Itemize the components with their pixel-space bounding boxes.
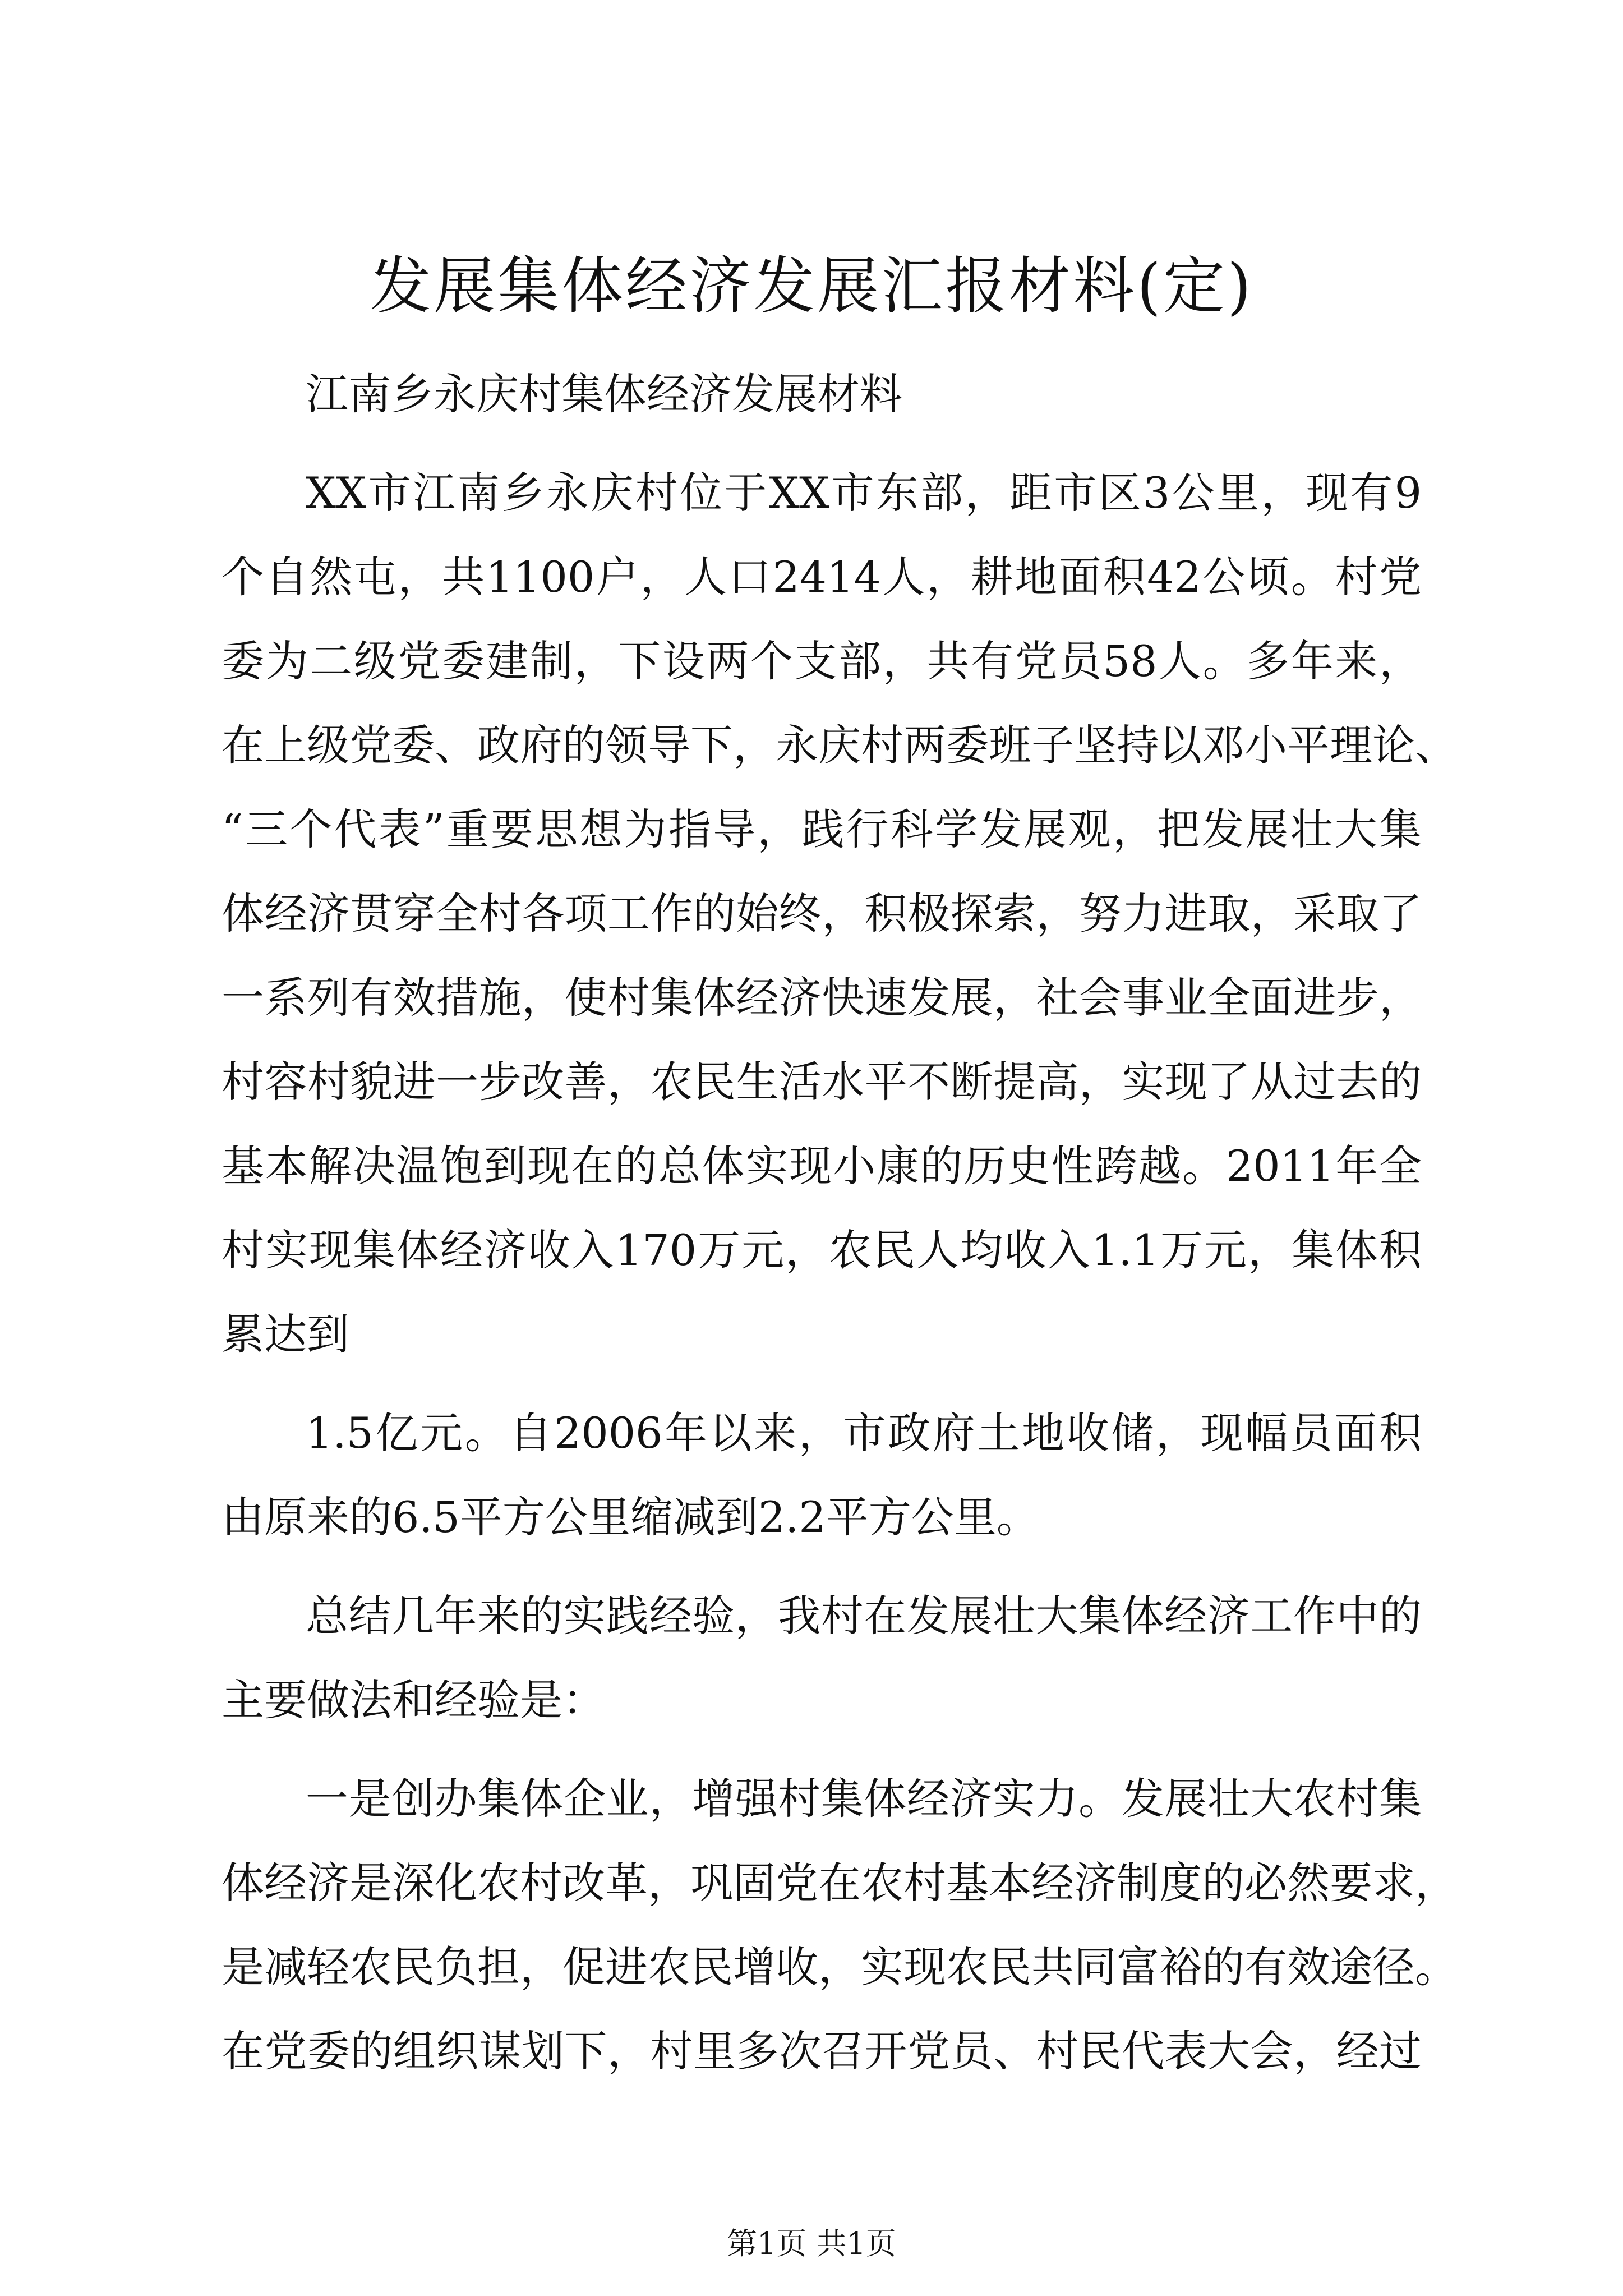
paragraph-line: 江南乡永庆村集体经济发展材料	[306, 369, 902, 419]
paragraph-line: 委为二级党委建制，下设两个支部，共有党员58人。多年来，	[222, 636, 1422, 686]
paragraph-line: 总结几年来的实践经验，我村在发展壮大集体经济工作中的	[306, 1591, 1422, 1641]
paragraph-line: 1.5亿元。自2006年以来，市政府土地收储，现幅员面积	[306, 1408, 1422, 1458]
paragraph-line: 一系列有效措施，使村集体经济快速发展，社会事业全面进步，	[222, 973, 1422, 1023]
paragraph-line: 体经济是深化农村改革，巩固党在农村基本经济制度的必然要求，	[222, 1858, 1458, 1908]
paragraph-line: 个自然屯，共1100户，人口2414人，耕地面积42公顷。村党	[222, 552, 1422, 602]
paragraph-line: 是减轻农民负担，促进农民增收，实现农民共同富裕的有效途径。	[222, 1942, 1458, 1992]
document-title: 发展集体经济发展汇报材料(定)	[370, 250, 1253, 322]
paragraph-line: 在党委的组织谋划下，村里多次召开党员、村民代表大会，经过	[222, 2026, 1422, 2076]
paragraph-line: 由原来的6.5平方公里缩减到2.2平方公里。	[222, 1492, 1039, 1542]
paragraph-line: 基本解决温饱到现在的总体实现小康的历史性跨越。2011年全	[222, 1141, 1422, 1191]
paragraph-line: XX市江南乡永庆村位于XX市东部，距市区3公里，现有9	[306, 468, 1422, 518]
paragraph-line: 主要做法和经验是：	[222, 1675, 605, 1725]
paragraph-line: 村容村貌进一步改善，农民生活水平不断提高，实现了从过去的	[222, 1057, 1422, 1107]
page-number-footer: 第1页 共1页	[727, 2226, 896, 2261]
paragraph-line: 一是创办集体企业，增强村集体经济实力。发展壮大农村集	[306, 1774, 1422, 1824]
paragraph-line: 在上级党委、政府的领导下，永庆村两委班子坚持以邓小平理论、	[222, 720, 1458, 770]
paragraph-line: 村实现集体经济收入170万元，农民人均收入1.1万元，集体积	[222, 1225, 1422, 1275]
paragraph-line: 体经济贯穿全村各项工作的始终，积极探索，努力进取，采取了	[222, 889, 1422, 938]
paragraph-line: 累达到	[222, 1309, 349, 1359]
paragraph-line: “三个代表”重要思想为指导，践行科学发展观，把发展壮大集	[222, 804, 1422, 854]
